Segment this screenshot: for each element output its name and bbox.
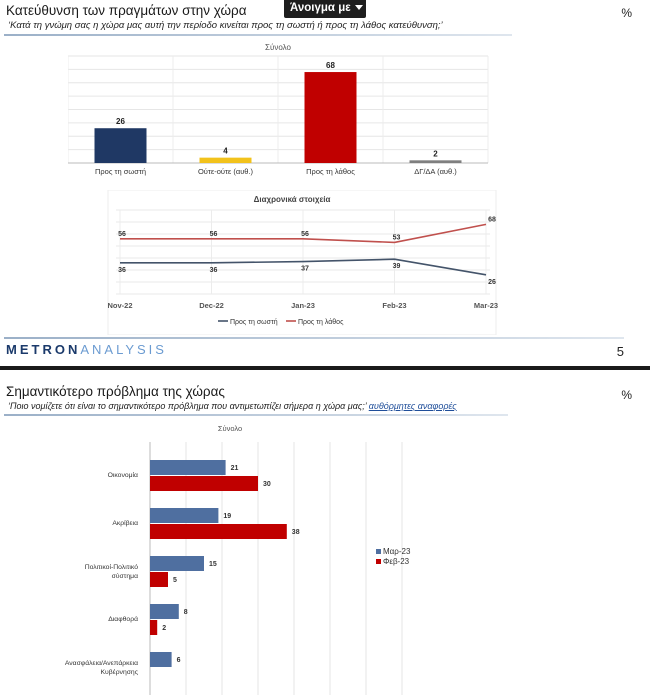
data-label: 39 <box>392 263 401 271</box>
footer-rule <box>4 337 624 339</box>
problem-hbar-chart <box>40 422 460 695</box>
data-label: 8 <box>183 609 188 616</box>
open-with-button[interactable] <box>284 0 366 18</box>
legend-swatch <box>376 559 381 564</box>
data-label: 56 <box>301 230 309 238</box>
legend-label: Προς τη σωστή <box>230 319 278 326</box>
data-label: 2 <box>162 625 167 632</box>
data-label: 36 <box>118 266 126 274</box>
slide-subtitle: ‘Κατά τη γνώμη σας η χώρα μας αυτή την περίοδο κινείται προς τη σωστή ή προς τη λάθος κατεύθυνση;’ <box>8 20 443 31</box>
data-label: 56 <box>118 230 126 238</box>
trend-line-chart <box>68 190 500 335</box>
bar <box>150 620 157 635</box>
data-label: 56 <box>209 230 218 238</box>
category-label: Οικονομία <box>107 472 138 479</box>
category-label: Ανασφάλεια/Ανεπάρκεια <box>64 660 138 667</box>
x-tick-label: Feb-23 <box>382 301 407 310</box>
bar <box>200 158 252 163</box>
category-label: Ακρίβεια <box>112 520 138 527</box>
percent-label: % <box>621 6 632 20</box>
slide-title: Κατεύθυνση των πραγμάτων στην χώρα <box>6 3 247 18</box>
bar <box>150 572 168 587</box>
chart-title: Διαχρονικά στοιχεία <box>253 195 331 204</box>
category-label: ΔΓ/ΔΑ (αυθ.) <box>414 167 457 176</box>
legend-swatch <box>376 549 381 554</box>
category-label: Προς τη λάθος <box>306 167 355 176</box>
legend-label: Προς τη λάθος <box>298 319 344 326</box>
category-label: Προς τη σωστή <box>94 167 147 176</box>
chart-title: Σύνολο <box>265 43 291 52</box>
x-tick-label: Mar-23 <box>473 301 499 310</box>
open-with-label: Άνοιγμα με <box>290 2 351 14</box>
slide-subtitle: ‘Ποιο νομίζετε ότι είναι το σημαντικότερο πρόβλημα που αντιμετωπίζει σήμερα η χώρα μας;’ αυθόρμητες αναφορές <box>8 401 457 411</box>
bar <box>150 556 204 571</box>
bar <box>150 508 218 523</box>
x-tick-label: Jan-23 <box>291 301 315 310</box>
x-tick-label: Nov-22 <box>107 301 133 310</box>
data-label: 4 <box>223 146 228 156</box>
data-label: 68 <box>488 216 496 224</box>
data-label: 38 <box>291 529 300 536</box>
title-underline <box>4 414 508 416</box>
chart-title: Σύνολο <box>217 424 243 433</box>
data-label: 30 <box>263 481 271 488</box>
percent-label: % <box>621 388 632 402</box>
data-label: 26 <box>116 117 125 127</box>
spontaneous-mentions-link[interactable]: αυθόρμητες αναφορές <box>368 401 457 411</box>
bar <box>305 72 357 163</box>
data-label: 19 <box>223 513 232 520</box>
bar <box>150 476 258 491</box>
data-label: 68 <box>326 61 335 71</box>
bar <box>150 460 226 475</box>
category-label: Κυβέρνησης <box>100 669 138 676</box>
category-label: Πολιτικοί-Πολιτικό <box>84 564 138 571</box>
data-label: 6 <box>176 657 181 664</box>
category-label: σύστημα <box>111 573 138 580</box>
category-label: Ούτε-ούτε (αυθ.) <box>197 167 254 176</box>
data-label: 53 <box>392 234 401 242</box>
data-label: 5 <box>173 577 177 584</box>
bar <box>95 128 147 163</box>
slide-most-important-problem <box>0 370 650 695</box>
data-label: 37 <box>301 265 309 273</box>
bar <box>150 604 179 619</box>
slide-title: Σημαντικότερο πρόβλημα της χώρας <box>6 384 225 399</box>
data-label: 36 <box>209 266 218 274</box>
data-label: 15 <box>209 561 217 568</box>
bar <box>150 652 172 667</box>
legend-label: Μαρ-23 <box>383 547 411 556</box>
title-underline <box>4 34 512 36</box>
direction-bar-chart <box>68 40 500 190</box>
category-label: Διαφθορά <box>108 616 138 623</box>
legend-label: Φεβ-23 <box>383 557 410 566</box>
bar <box>150 524 287 539</box>
data-label: 2 <box>433 149 438 159</box>
data-label: 26 <box>488 278 496 286</box>
slide-number: 5 <box>616 344 624 359</box>
data-label: 21 <box>230 465 239 472</box>
chevron-down-icon <box>355 5 363 10</box>
bar <box>410 160 462 163</box>
x-tick-label: Dec-22 <box>199 301 224 310</box>
metron-analysis-logo: METRONANALYSIS <box>6 342 167 357</box>
